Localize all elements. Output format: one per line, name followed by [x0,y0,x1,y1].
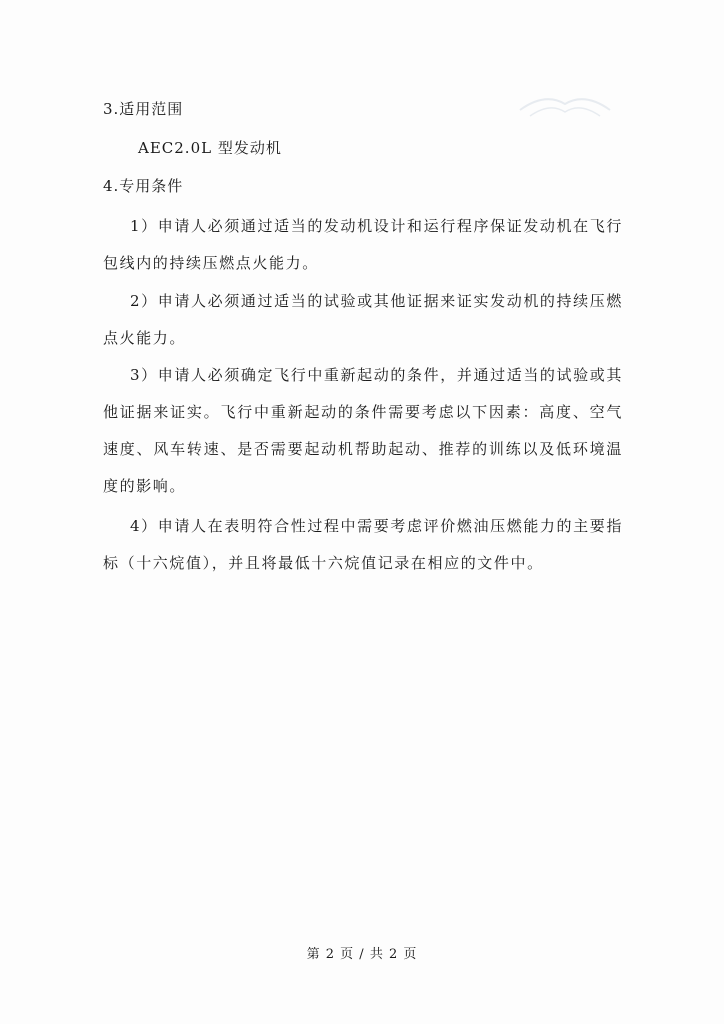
watermark-emblem-icon [515,82,615,122]
condition-item-3: 3）申请人必须确定飞行中重新起动的条件，并通过适当的试验或其他证据来证实。飞行中重新起动的条件需要考虑以下因素：高度、空气速度、风车转速、是否需要起动机帮助起动、推荐的训练以及低环境温度的影响。 [103,366,623,495]
condition-item-2: 2）申请人必须通过适当的试验或其他证据来证实发动机的持续压燃点火能力。 [103,292,623,347]
page-number-footer: 第 2 页 / 共 2 页 [306,947,418,962]
condition-item-4: 4）申请人在表明符合性过程中需要考虑评价燃油压燃能力的主要指标（十六烷值），并且将最低十六烷值记录在相应的文件中。 [103,517,623,572]
condition-item-1: 1）申请人必须通过适当的发动机设计和运行程序保证发动机在飞行包线内的持续压燃点火能力。 [103,217,623,272]
section-3-content: AEC2.0L 型发动机 [138,139,282,157]
section-4-heading: 4.专用条件 [103,177,184,195]
section-3-heading: 3.适用范围 [103,100,184,118]
